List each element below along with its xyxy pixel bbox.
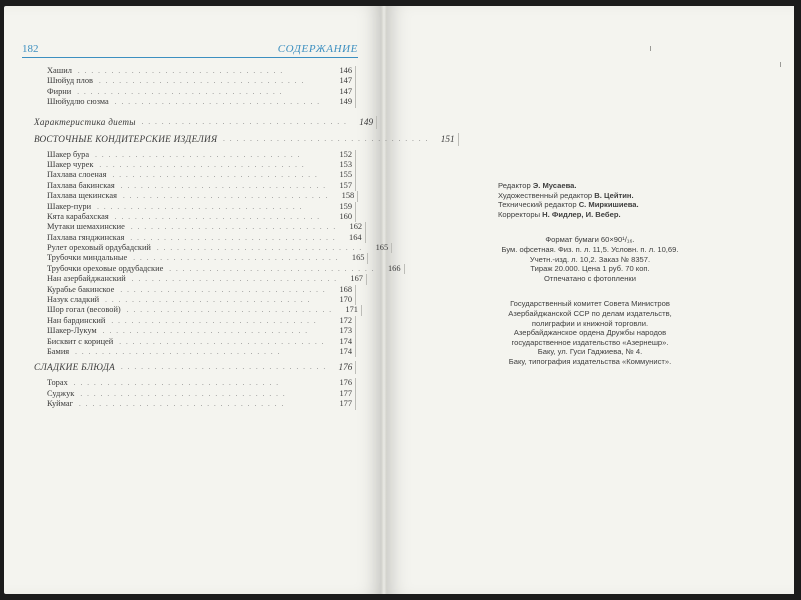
toc-label: Фирни <box>47 86 72 96</box>
toc-label: Шакер-пури <box>47 201 92 211</box>
toc-label: Трубочки ореховые ордубадские <box>47 263 164 273</box>
toc-label: Бамия <box>47 346 70 356</box>
toc-label: Мутаки шемахинские <box>47 222 125 232</box>
leader-dots: ............................... <box>97 202 307 211</box>
toc-page: 149 <box>351 116 377 129</box>
publisher-line: Азербайджанское ордена Дружбы народов <box>513 328 667 338</box>
section-label: СЛАДКИЕ БЛЮДА <box>34 362 116 373</box>
toc-page: 177 <box>330 399 356 409</box>
toc-row[interactable] <box>30 243 389 253</box>
toc-label: Трубочки миндальные <box>47 253 128 263</box>
toc-page: 165 <box>366 243 392 253</box>
toc-row[interactable] <box>30 232 362 243</box>
toc-label: Кята карабахская <box>47 211 109 221</box>
toc-page: 168 <box>330 285 356 295</box>
toc-row[interactable] <box>30 295 356 305</box>
toc-row[interactable] <box>30 191 356 201</box>
editor-label: Редактор <box>498 181 531 190</box>
toc-page: 166 <box>379 264 405 274</box>
toc-page: 177 <box>330 389 356 399</box>
leader-dots: ............................... <box>156 244 367 253</box>
paper-line: Бум. офсетная. Физ. п. л. 11,5. Условн. п. л. 10,69. <box>501 244 679 254</box>
art-editor-name: В. Цейтин. <box>594 190 634 200</box>
toc-label: Назук сладкий <box>47 295 100 305</box>
toc-page: 157 <box>330 181 356 191</box>
correctors-names: Н. Фидлер, И. Вебер. <box>542 209 621 219</box>
publisher-line: Баку, ул. Гуси Гаджиева, № 4. <box>537 347 643 357</box>
leader-dots: ............................... <box>77 67 288 75</box>
correctors-label: Корректоры <box>498 209 541 219</box>
leader-dots: ............................... <box>80 389 290 398</box>
toc-label: Суджук <box>47 388 75 398</box>
toc-page: 152 <box>330 150 356 160</box>
toc-row[interactable] <box>30 160 356 170</box>
page-number: 182 <box>22 43 39 55</box>
publisher-line: Баку, типография издательства «Коммунист». <box>508 356 672 366</box>
toc-page: 149 <box>330 97 356 107</box>
toc-row[interactable] <box>30 274 363 284</box>
toc-row[interactable] <box>30 253 365 263</box>
toc-row[interactable] <box>30 202 356 212</box>
toc-page: 170 <box>330 295 356 305</box>
format-line: Формат бумаги 60×90¹/₁₆. <box>545 235 635 245</box>
leader-dots: ............................... <box>121 363 331 372</box>
publisher-line: Государственный комитет Совета Министров <box>510 299 670 309</box>
leader-dots: ............................... <box>122 192 333 201</box>
toc-label: Пахлава слоеная <box>47 170 107 180</box>
leader-dots: ............................... <box>75 347 285 356</box>
toc-row[interactable] <box>30 389 356 399</box>
toc-page: 165 <box>342 253 368 263</box>
toc-label: Рулет ореховый ордубадский <box>47 243 151 253</box>
toc-group-1 <box>30 66 455 410</box>
page-header <box>22 43 358 57</box>
toc-label: Бисквит с корицей <box>47 336 114 346</box>
leader-dots: ............................... <box>126 306 336 315</box>
toc-label: Шакер-Лукум <box>47 326 97 336</box>
section-label: ВОСТОЧНЫЕ КОНДИТЕРСКИЕ ИЗДЕЛИЯ <box>34 133 218 144</box>
toc-label: Хашил <box>47 66 72 75</box>
leader-dots: ............................... <box>119 337 329 346</box>
leader-dots: ............................... <box>99 77 309 86</box>
toc-row[interactable] <box>30 212 356 222</box>
toc-label: Куймаг <box>47 399 74 409</box>
leader-dots: ............................... <box>73 379 284 388</box>
toc-row[interactable] <box>30 305 356 315</box>
toc-row[interactable] <box>30 326 356 336</box>
tech-editor-line <box>446 200 734 210</box>
toc-label: Шюйудлю сюзма <box>47 97 109 107</box>
print-run-line: Тираж 20.000. Цена 1 руб. 70 коп. <box>530 264 650 274</box>
leader-dots: ............................... <box>79 400 289 409</box>
toc-page: 174 <box>330 347 356 357</box>
editor-line <box>446 181 734 191</box>
toc-row[interactable] <box>30 347 356 357</box>
toc-row[interactable] <box>30 316 356 326</box>
toc-row[interactable] <box>30 263 401 274</box>
toc-page: 160 <box>330 212 356 222</box>
toc-row[interactable] <box>30 378 356 388</box>
toc-label: Нан азербайджанский <box>47 274 126 284</box>
toc-page: 153 <box>330 160 356 170</box>
toc-row[interactable] <box>30 285 356 295</box>
leader-dots: ............................... <box>114 212 324 221</box>
toc-label: Шакер чурек <box>47 159 94 169</box>
editor-name: Э. Мусаева. <box>532 181 577 190</box>
toc-page: 151 <box>433 133 459 146</box>
correctors-line <box>446 210 734 220</box>
toc-section-diet[interactable] <box>30 116 374 129</box>
leader-dots: ............................... <box>141 117 352 126</box>
toc-label: Пахлава щекинская <box>47 191 117 201</box>
toc-label: Шор гогал (весовой) <box>47 305 121 315</box>
toc-page: 167 <box>341 274 367 284</box>
leader-dots: ............................... <box>131 275 341 284</box>
toc-page: 159 <box>330 202 356 212</box>
leader-dots: ............................... <box>102 327 312 336</box>
toc-label: Нан бардинский <box>47 315 106 325</box>
art-editor-label: Художественный редактор <box>498 190 593 200</box>
toc-label: Шакер бура <box>47 149 90 159</box>
leader-dots: ............................... <box>133 254 343 263</box>
toc-page: 172 <box>330 316 356 326</box>
toc-page: 147 <box>330 76 356 86</box>
toc-row[interactable] <box>30 87 356 97</box>
toc-row[interactable] <box>30 97 356 107</box>
toc-page: 158 <box>332 191 358 201</box>
toc-page: 176 <box>330 378 356 388</box>
leader-dots: ............................... <box>114 98 325 107</box>
toc-page: 155 <box>330 170 356 180</box>
toc-label: Шюйуд плов <box>47 76 94 86</box>
leader-dots: ............................... <box>130 223 341 232</box>
toc-row[interactable] <box>30 170 356 180</box>
toc-page: 173 <box>330 326 356 336</box>
leader-dots: ............................... <box>105 296 315 305</box>
toc-row[interactable] <box>30 76 356 86</box>
toc-page: 171 <box>336 305 362 315</box>
toc-row[interactable] <box>30 399 356 409</box>
imprint-block <box>446 181 734 367</box>
leader-dots: ............................... <box>120 181 330 190</box>
header-rule <box>22 57 358 58</box>
toc-row[interactable] <box>30 66 356 76</box>
toc-row[interactable] <box>30 150 356 160</box>
leader-dots: ............................... <box>111 316 321 325</box>
leader-dots: ............................... <box>120 285 330 294</box>
paper-fleck <box>650 46 651 51</box>
toc-page: 174 <box>330 337 356 347</box>
toc-section-oriental[interactable] <box>30 133 455 146</box>
toc-row[interactable] <box>30 337 356 347</box>
toc-page: 164 <box>340 233 366 243</box>
toc-label: Торах <box>47 378 68 388</box>
tech-editor-label: Технический редактор <box>498 200 577 210</box>
leader-dots: ............................... <box>112 171 322 180</box>
toc-label: Пахлава бакинская <box>47 180 115 190</box>
publishing-line: Учетн.-изд. л. 10,2. Заказ № 8357. <box>529 254 651 264</box>
leader-dots: ............................... <box>223 134 433 143</box>
leader-dots: ............................... <box>99 160 309 169</box>
publisher-line: Азербайджанской ССР по делам издательств, <box>508 308 672 318</box>
toc-page: 162 <box>340 222 366 232</box>
paper-fleck <box>780 62 781 67</box>
leader-dots: ............................... <box>130 233 340 242</box>
publisher-line: полиграфии и книжной торговли. <box>531 318 649 328</box>
toc-section-sweets[interactable] <box>30 361 356 374</box>
printing-line: Отпечатано с фотопленки <box>544 273 636 283</box>
leader-dots: ............................... <box>77 87 287 96</box>
book-gutter <box>381 6 387 594</box>
toc-page: 146 <box>330 66 356 76</box>
toc-page: 147 <box>330 87 356 97</box>
toc-row[interactable] <box>30 222 363 232</box>
publisher-line: государственное издательство «Азернешр». <box>511 337 669 347</box>
header-title: СОДЕРЖАНИЕ <box>277 43 358 55</box>
section-label: Характеристика диеты <box>34 116 136 127</box>
toc-row[interactable] <box>30 181 356 191</box>
toc-page: 176 <box>330 361 356 374</box>
toc-label: Пахлава гянджинская <box>47 232 125 242</box>
leader-dots: ............................... <box>169 264 379 273</box>
leader-dots: ............................... <box>95 150 305 159</box>
toc-label: Курабье бакинское <box>47 284 115 294</box>
art-editor-line <box>446 191 734 201</box>
tech-editor-name: С. Миркишиева. <box>578 200 639 210</box>
